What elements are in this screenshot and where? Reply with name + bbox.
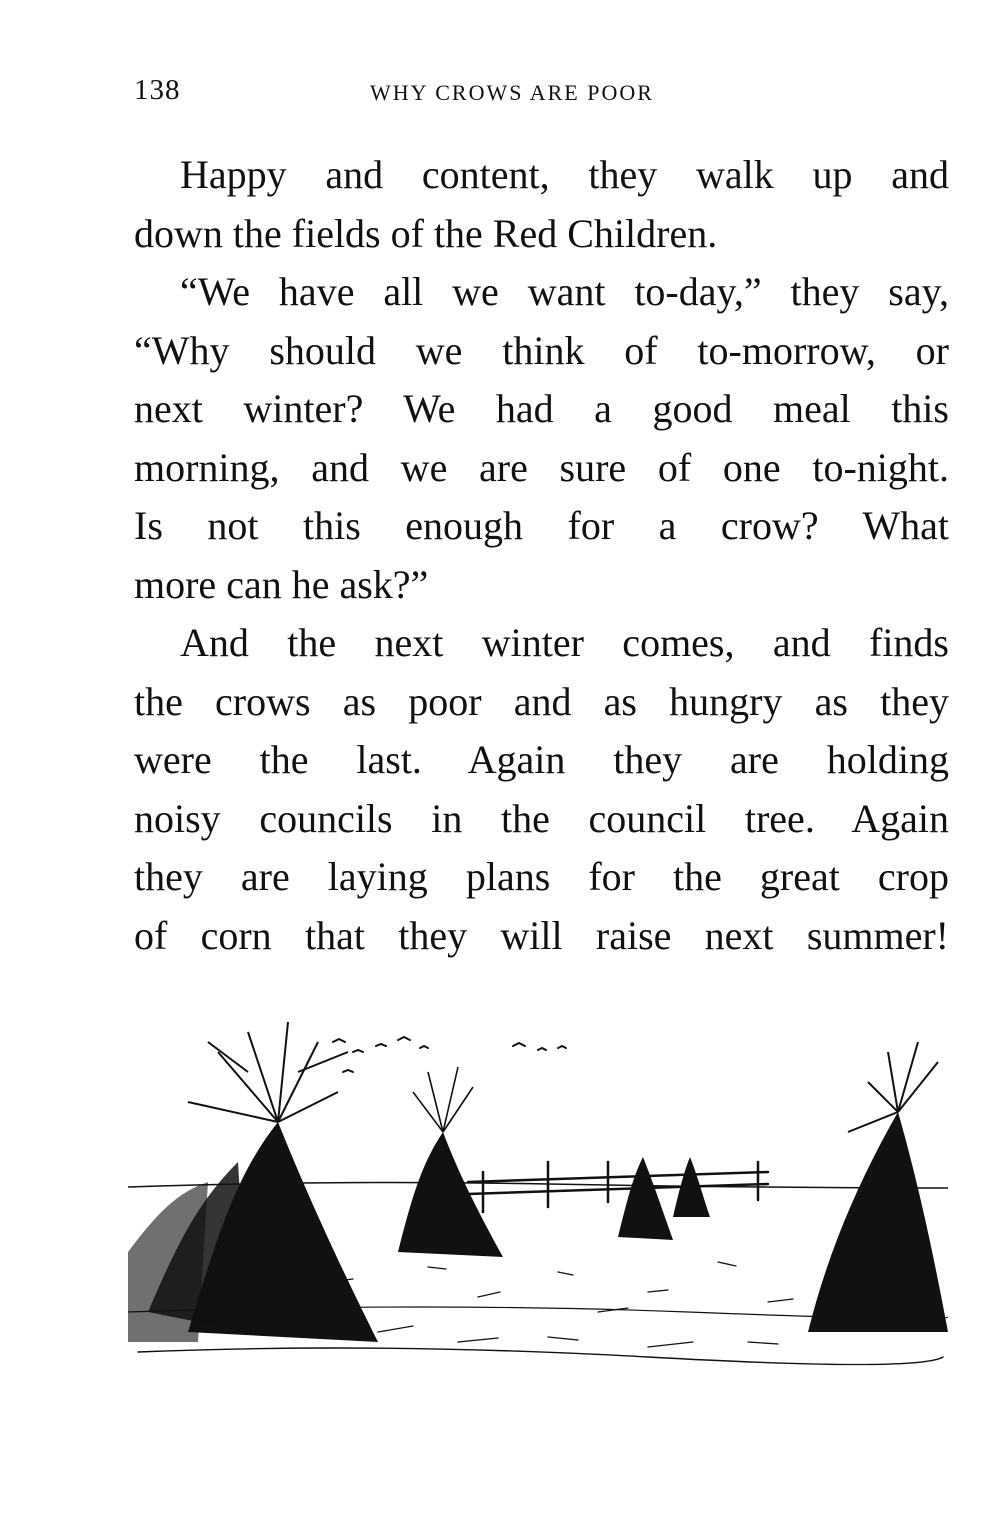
field-drawing	[128, 1012, 948, 1372]
text-line: down the fields of the Red Children.	[134, 210, 718, 256]
corn-shock-far	[618, 1157, 710, 1240]
text-line: they are laying plans for the great crop	[134, 854, 949, 899]
text-line: the crows as poor and as hungry as they	[134, 678, 949, 724]
running-title: WHY CROWS ARE POOR	[370, 80, 654, 105]
text-line: of corn that they will raise next summer!	[134, 912, 949, 958]
page-number: 138	[134, 74, 181, 106]
corn-shock-right	[808, 1112, 948, 1332]
text-line: “Why should we think of to-morrow, or	[134, 327, 949, 373]
text-line: Happy and content, they walk up and	[180, 152, 949, 197]
text-line: noisy councils in the council tree. Again	[134, 795, 949, 841]
text-line: morning, and we are sure of one to-night.	[134, 444, 949, 490]
corn-shocks-illustration	[128, 1012, 948, 1372]
distant-crows	[333, 1037, 566, 1072]
page-header	[134, 74, 949, 114]
text-line: And the next winter comes, and finds	[180, 620, 949, 665]
text-line: next winter? We had a good meal this	[134, 386, 949, 431]
paragraph	[134, 146, 949, 263]
text-line: Is not this enough for a crow? What	[134, 503, 949, 548]
text-line: more can he ask?”	[134, 561, 429, 607]
corn-shock-left	[128, 1122, 378, 1342]
corn-shock-left-stalks	[188, 1022, 348, 1122]
text-line: were the last. Again they are holding	[134, 737, 949, 782]
paragraph	[134, 614, 949, 965]
body-text	[134, 146, 949, 965]
text-line: “We have all we want to-day,” they say,	[180, 269, 949, 314]
paragraph	[134, 263, 949, 614]
